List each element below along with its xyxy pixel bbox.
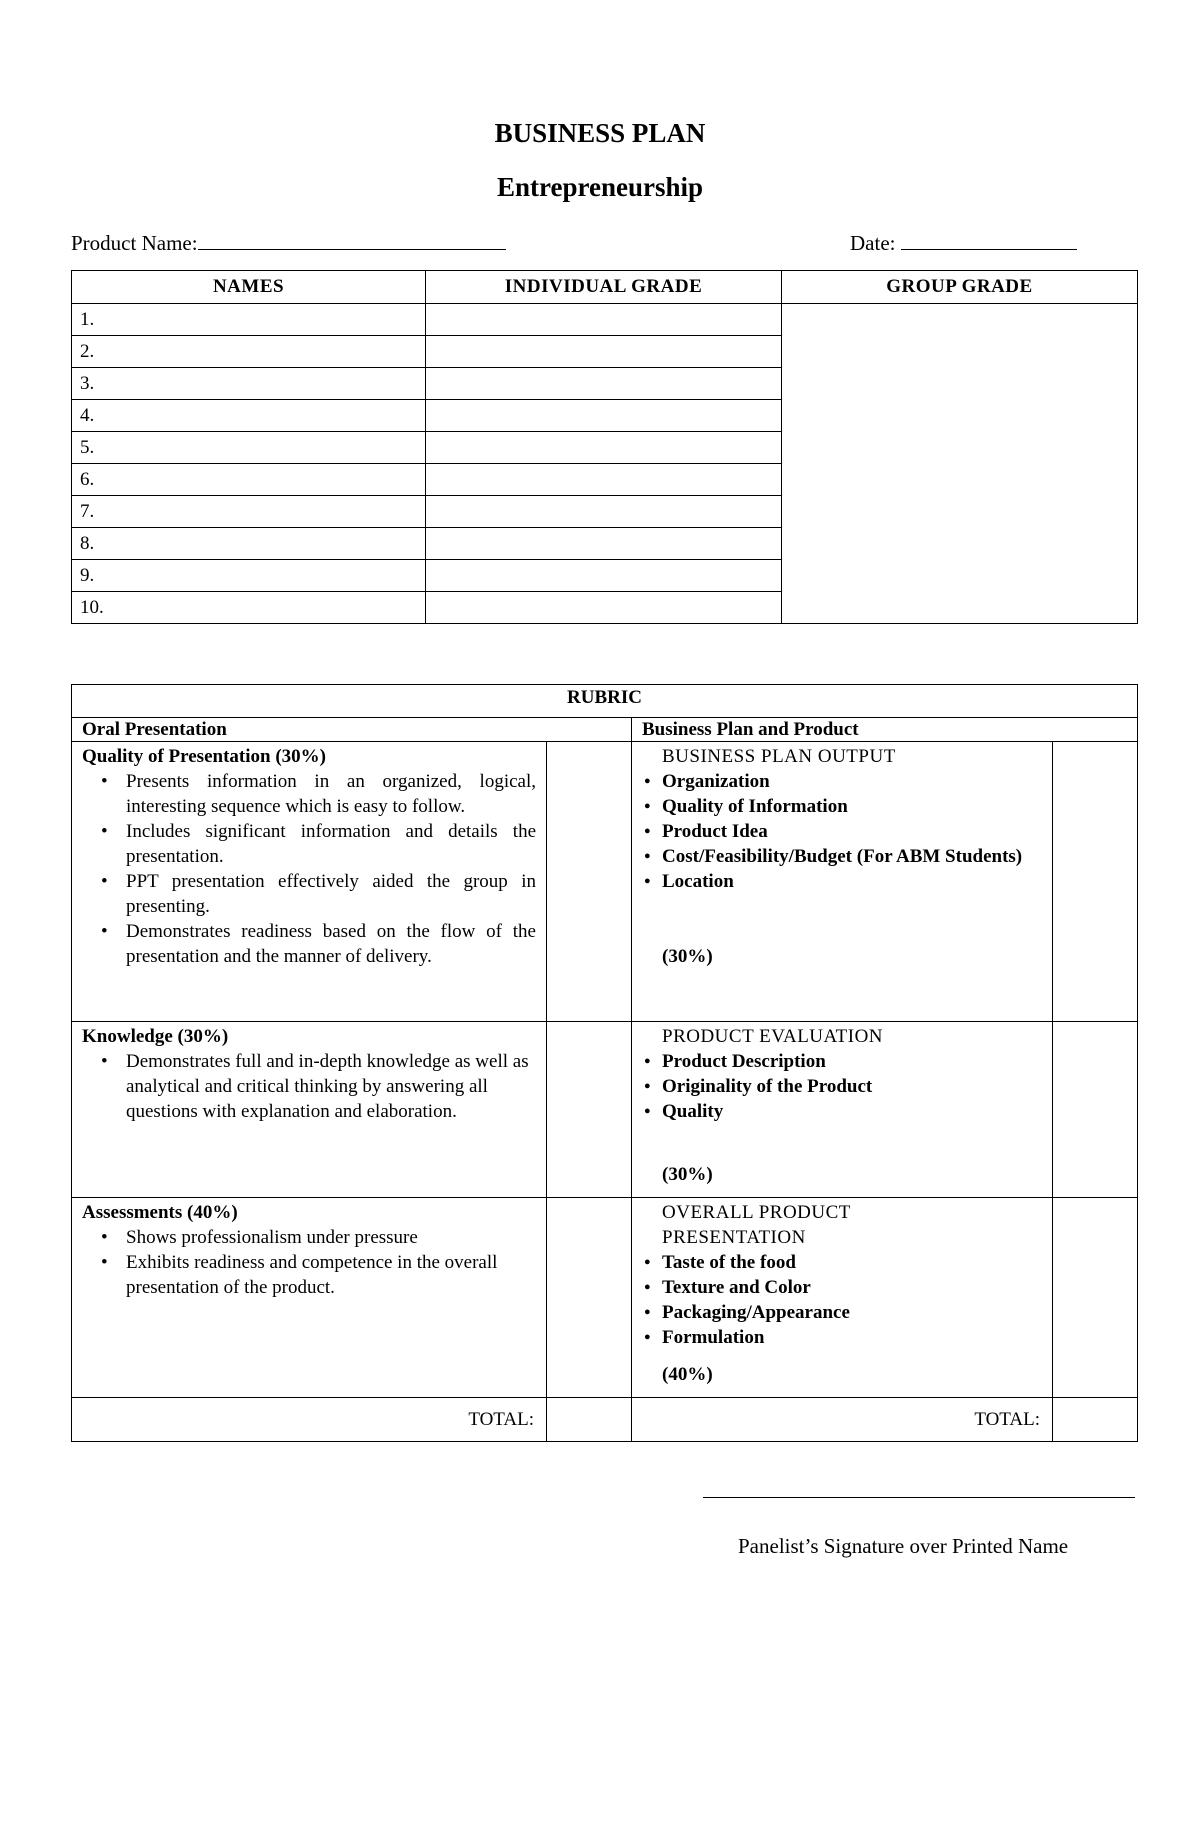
product-eval-percent: (30%)	[662, 1164, 713, 1185]
name-cell[interactable]: 7.	[72, 496, 426, 528]
individual-grade-cell[interactable]	[426, 528, 782, 560]
individual-grade-cell[interactable]	[426, 368, 782, 400]
quality-title: Quality of Presentation (30%)	[82, 746, 326, 767]
product-name-line[interactable]	[198, 229, 506, 250]
knowledge-score-cell[interactable]	[547, 1022, 632, 1198]
name-cell[interactable]: 2.	[72, 336, 426, 368]
document-subtitle: Entrepreneurship	[496, 172, 704, 202]
individual-grade-cell[interactable]	[426, 432, 782, 464]
bp-output-score-cell[interactable]	[1053, 742, 1138, 1022]
signature-line[interactable]	[703, 1497, 1135, 1498]
knowledge-criteria	[72, 1022, 547, 1198]
oral-presentation-heading: Oral Presentation	[72, 718, 632, 742]
product-name-label: Product Name:	[71, 231, 198, 255]
date-label: Date:	[850, 231, 896, 255]
total-label-right: TOTAL:	[632, 1398, 1053, 1442]
list-item: ● Taste of the food	[662, 1250, 1042, 1275]
total-score-right[interactable]	[1053, 1398, 1138, 1442]
product-eval-title: PRODUCT EVALUATION	[662, 1026, 884, 1047]
name-cell[interactable]: 4.	[72, 400, 426, 432]
individual-grade-cell[interactable]	[426, 496, 782, 528]
quality-score-cell[interactable]	[547, 742, 632, 1022]
business-plan-heading: Business Plan and Product	[632, 718, 1138, 742]
assessments-score-cell[interactable]	[547, 1198, 632, 1398]
product-eval-criteria	[632, 1022, 1053, 1198]
overall-percent: (40%)	[662, 1364, 713, 1385]
list-item: • Demonstrates full and in-depth knowledge as well as analytical and critical thinking by answering all questions with explanation and elaboration.	[126, 1049, 536, 1124]
date-field	[850, 229, 1077, 256]
list-item: ● Originality of the Product	[662, 1074, 1042, 1099]
table-row	[72, 304, 1138, 336]
bp-output-percent: (30%)	[662, 946, 713, 967]
list-item: ● Quality of Information	[662, 794, 1042, 819]
individual-grade-cell[interactable]	[426, 400, 782, 432]
list-item: • PPT presentation effectively aided the group in presenting.	[126, 869, 536, 919]
bp-output-criteria	[632, 742, 1053, 1022]
overall-score-cell[interactable]	[1053, 1198, 1138, 1398]
name-cell[interactable]: 8.	[72, 528, 426, 560]
names-header: NAMES	[72, 271, 426, 304]
name-cell[interactable]: 5.	[72, 432, 426, 464]
individual-grade-cell[interactable]	[426, 336, 782, 368]
list-item: ● Organization	[662, 769, 1042, 794]
bp-output-title: BUSINESS PLAN OUTPUT	[662, 746, 896, 767]
name-cell[interactable]: 6.	[72, 464, 426, 496]
name-cell[interactable]: 3.	[72, 368, 426, 400]
assessments-criteria	[72, 1198, 547, 1398]
document-title: BUSINESS PLAN	[494, 118, 706, 148]
group-grade-cell[interactable]	[782, 304, 1138, 624]
product-name-field	[71, 229, 506, 256]
individual-grade-cell[interactable]	[426, 560, 782, 592]
list-item: • Exhibits readiness and competence in the overall presentation of the product.	[126, 1250, 536, 1300]
individual-grade-cell[interactable]	[426, 464, 782, 496]
list-item: ● Formulation	[662, 1325, 1042, 1350]
list-item: ● Packaging/Appearance	[662, 1300, 1042, 1325]
list-item: ● Product Idea	[662, 819, 1042, 844]
total-score-left[interactable]	[547, 1398, 632, 1442]
list-item: ● Texture and Color	[662, 1275, 1042, 1300]
rubric-table	[71, 684, 1138, 1442]
name-cell[interactable]: 1.	[72, 304, 426, 336]
name-cell[interactable]: 9.	[72, 560, 426, 592]
individual-grade-cell[interactable]	[426, 304, 782, 336]
date-line[interactable]	[901, 229, 1077, 250]
list-item: • Presents information in an organized, logical, interesting sequence which is easy to follow.	[126, 769, 536, 819]
list-item: ● Quality	[662, 1099, 1042, 1124]
signature-caption: Panelist’s Signature over Printed Name	[738, 1534, 1069, 1558]
knowledge-title: Knowledge (30%)	[82, 1026, 229, 1047]
individual-grade-header: INDIVIDUAL GRADE	[426, 271, 782, 304]
assessments-title: Assessments (40%)	[82, 1202, 238, 1223]
list-item: ● Product Description	[662, 1049, 1042, 1074]
group-grade-header: GROUP GRADE	[782, 271, 1138, 304]
total-label-left: TOTAL:	[72, 1398, 547, 1442]
list-item: ● Location	[662, 869, 1042, 894]
product-eval-score-cell[interactable]	[1053, 1022, 1138, 1198]
list-item: • Includes significant information and details the presentation.	[126, 819, 536, 869]
grade-table	[71, 270, 1138, 624]
list-item: • Demonstrates readiness based on the flow of the presentation and the manner of delivery.	[126, 919, 536, 969]
list-item: • Shows professionalism under pressure	[126, 1225, 536, 1250]
overall-criteria	[632, 1198, 1053, 1398]
quality-criteria	[72, 742, 547, 1022]
individual-grade-cell[interactable]	[426, 592, 782, 624]
grade-table-header	[72, 271, 1138, 304]
overall-title: OVERALL PRODUCT PRESENTATION	[662, 1202, 851, 1248]
name-cell[interactable]: 10.	[72, 592, 426, 624]
rubric-title: RUBRIC	[72, 685, 1138, 718]
list-item: ● Cost/Feasibility/Budget (For ABM Students)	[662, 844, 1042, 869]
